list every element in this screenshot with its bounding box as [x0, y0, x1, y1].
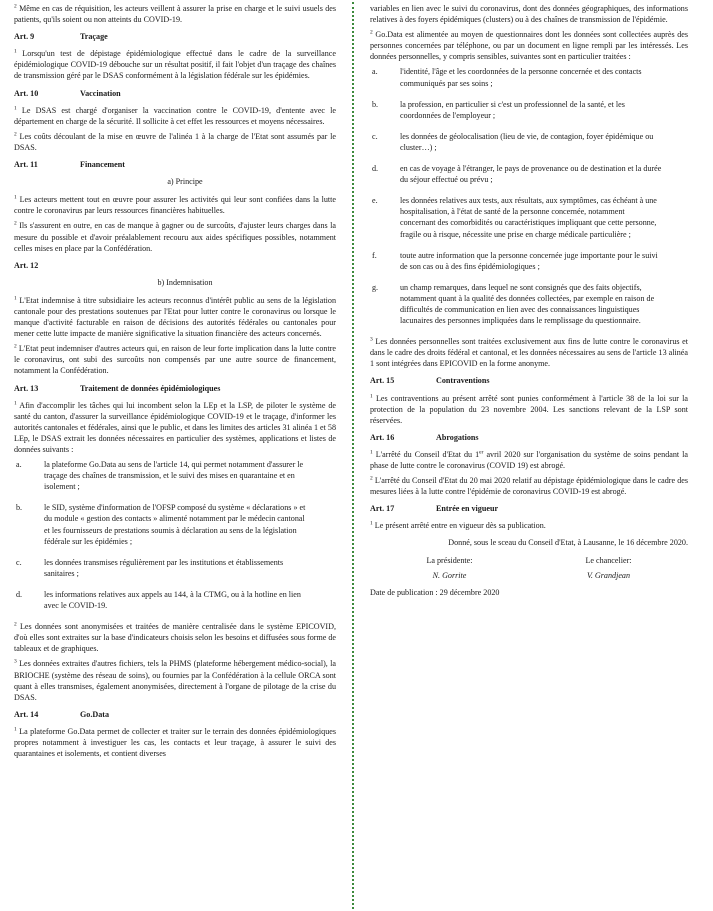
list-item: a. la plateforme Go.Data au sens de l'article 14, qui permet notamment d'assurer le traçage des chaînes de transmission, et le suivi des mises en quarantaine et en isolement ;: [16, 460, 304, 492]
paragraph: $^2$ Go.Data est alimentée au moyen de questionnaires dont les données sont collectées auprès des personnes concernées par téléphone, ou par un document en ligne rempli par les intéressés. Les données personnelles, y compris sensibles, suivantes sont en particulier traitées :: [370, 29, 688, 62]
paragraph: $^3$ Les données personnelles sont traitées exclusivement aux fins de lutte contre le coronavirus et dans le cadre des droits fédéral et cantonal, et les données nécessaires au sens de l'article 13 alinéa 1 sont intégrées dans EPICOVID en la forme anonyme.: [370, 336, 689, 369]
paragraph: $^2$ L'arrêté du Conseil d'Etat du 20 mai 2020 relatif au dépistage épidémiologique dans le cadre des mesures liées à la lutte contre l'épidémie de coronavirus COVID-19 est abrogé.: [370, 475, 688, 497]
paragraph: $^2$ Même en cas de réquisition, les acteurs veillent à assurer la prise en charge et le suivi usuels des patients, qu'ils soient ou non atteints du COVID-19.: [14, 3, 336, 25]
column-divider: [352, 2, 354, 909]
chancellor-name: V. Grandjean: [586, 570, 631, 580]
paragraph: variables en lien avec le suivi du coronavirus, dont des données géographiques, des informations relatives à des foyers épidémiques (clusters) ou à des chaînes de transmission de l'épidémie.: [370, 4, 688, 25]
list-item: d. en cas de voyage à l'étranger, le pays de provenance ou de destination et la durée du séjour effectué ou prévu ;: [372, 164, 662, 185]
subheading: a) Principe: [167, 177, 203, 187]
article-heading: Art. 16 Abrogations: [370, 432, 479, 442]
paragraph: $^1$ Les contraventions au présent arrêté sont punies conformément à l'article 38 de la loi sur la protection de la population du 23 novembre 2004. Les sanctions relevant de la LSP sont réservées.: [370, 392, 688, 425]
signer-labels: [370, 555, 688, 566]
list-item: d. les informations relatives aux appels au 144, à la CTMG, ou à la hotline en lien avec le COVID-19.: [16, 589, 301, 611]
chancellor-label: Le chancelier:: [585, 555, 632, 565]
paragraph: $^2$ L'Etat peut indemniser d'autres acteurs qui, en raison de leur forte implication dans la lutte contre le coronavirus, ont subi des surcoûts non compensés par une autre source de financement, notamment la Confédération.: [14, 343, 336, 376]
article-heading: Art. 12: [14, 260, 39, 270]
article-heading: Art. 13 Traitement de données épidémiologiques: [14, 383, 221, 393]
paragraph: $^2$ Ils s'assurent en outre, en cas de manque à gagner ou de surcoûts, d'ajuster leurs charges dans la mesure du possible et d'avoir préalablement recouru aux aides spécifiques possibles, notamment celles mises en place par la Confédération.: [14, 220, 336, 253]
list-item: c. les données transmises régulièrement par les institutions et établissements sanitaires ;: [16, 557, 284, 578]
signature-block: [370, 537, 688, 597]
article-heading: Art. 15 Contraventions: [370, 376, 490, 386]
list-item: f. toute autre information que la personne concernée juge importante pour le suivi de son cas ou à des fins épidémiologiques ;: [372, 250, 658, 271]
paragraph: $^2$ Les données sont anonymisées et traitées de manière centralisée dans le système EPICOVID, d'où elles sont extraites sur la base d'indicateurs choisis selon les besoins et diffusées sous forme de tableaux et de graphiques.: [14, 621, 336, 654]
given-line: Donné, sous le sceau du Conseil d'Etat, à Lausanne, le 16 décembre 2020.: [448, 538, 688, 548]
list-item: b. la profession, en particulier si c'est un professionnel de la santé, et les coordonnées de l'employeur ;: [372, 99, 625, 120]
list-item: a. l'identité, l'âge et les coordonnées de la personne concernée et des contacts communiqués par ses soins ;: [372, 67, 642, 88]
paragraph: $^2$ Les coûts découlant de la mise en œuvre de l'alinéa 1 à la charge de l'Etat sont assumés par le DSAS.: [14, 131, 336, 152]
paragraph: $^1$ La plateforme Go.Data permet de collecter et traiter sur le terrain des données épidémiologiques propres notamment à investiguer les cas, les contacts et leur traçage, à assurer le suivi des quarantaines et isolements, et contient diverses: [14, 726, 336, 759]
list-item: b. le SID, système d'information de l'OFSP composé du système « déclarations » et du module « gestion des contacts » alimenté notamment par le médecin cantonal et les fournisseurs de prestations soumis à déclaration au sens de la législation fédérale sur les épidémies ;: [16, 503, 306, 546]
paragraph: $^1$ Afin d'accomplir les tâches qui lui incombent selon la LEp et la LSP, de piloter le système de santé du canton, d'assurer la surveillance épidémiologique COVID-19 et le traçage, d'informer les autorités cantonales et fédérales, ainsi que le public, et dans les limites des articles 31 alinéa 1 et 58 LEp, le DSAS extrait les données nécessaires en particulier des systèmes, applications et listes de données suivants :: [14, 399, 337, 454]
publication-date: Date de publication : 29 décembre 2020: [370, 587, 500, 597]
paragraph: $^3$ Les données extraites d'autres fichiers, tels la PHMS (plateforme hébergement médico-social), la BRIOCHE (système des réseau de soins), ou fournies par la Confédération à la cellule ORCA sont quant à elles transmises, également anonymisées, directement à l'organe de pilotage de la crise du DSAS.: [14, 658, 336, 702]
subheading: b) Indemnisation: [157, 277, 213, 287]
paragraph: $^1$ L'arrêté du Conseil d'Etat du 1er avril 2020 sur l'organisation du système de soins pendant la phase de lutte contre le coronavirus (COVID 19) est abrogé.: [370, 449, 688, 470]
list-item: c. les données de géolocalisation (lieu de vie, de contagion, foyer épidémique ou cluster…) ;: [372, 131, 654, 152]
article-heading: Art. 11 Financement: [14, 160, 125, 170]
article-heading: Art. 17 Entrée en vigueur: [370, 504, 499, 514]
article-heading: Art. 9 Traçage: [14, 32, 108, 42]
paragraph: $^1$ Lorsqu'un test de dépistage épidémiologique effectué dans le cadre de la surveillance épidémiologique COVID-19 débouche sur un résultat positif, il fait l'objet d'un traçage des chaînes de transmission géré par le DSAS conformément à la législation fédérale sur les épidémies.: [14, 48, 336, 81]
paragraph: $^1$ Le présent arrêté entre en vigueur dès sa publication.: [370, 520, 546, 531]
right-column: [370, 3, 688, 598]
president-label: La présidente:: [426, 555, 473, 565]
left-column: [14, 3, 336, 763]
article-heading: Art. 14 Go.Data: [14, 709, 109, 719]
paragraph: $^1$ L'Etat indemnise à titre subsidiaire les acteurs reconnus d'intérêt public au sens de la législation cantonale pour des prestations soutenues par l'Etat pour lutter contre le coronavirus ou lorsque le manque d'activité facturable en raison de décisions des autorités fédérales ou cantonales pour mener cette lutte impacte de manière significative la situation financière des acteurs concernés.: [14, 295, 336, 339]
list-item: g. un champ remarques, dans lequel ne sont consignés que des faits objectifs, notamment quant à la qualité des données collectées, par exemple en raison de difficultés de communication en lien avec des connaissances linguistiques lacunaires des personnes impliquées dans le remplissage du questionnaire.: [372, 282, 655, 326]
signer-names: [370, 570, 688, 581]
president-name: N. Gorrite: [432, 570, 467, 580]
article-heading: Art. 10 Vaccination: [14, 88, 121, 98]
paragraph: $^1$ Les acteurs mettent tout en œuvre pour assurer les activités qui leur sont confiées dans la lutte contre le coronavirus par leurs ressources financières habituelles.: [14, 194, 336, 216]
list-item: e. les données relatives aux tests, aux résultats, aux symptômes, cas échéant à une hospitalisation, à l'état de santé de la personne concernée, notamment concernant des comorbidités ou caractéristiques impliquant que cette personne, fragile ou à risque, nécessite une prise en charge médicale particulière ;: [372, 196, 657, 239]
paragraph: $^1$ Le DSAS est chargé d'organiser la vaccination contre le COVID-19, d'entente avec le département en charge de la sécurité. Il sollicite à cet effet les ressources et moyens nécessaires.: [14, 104, 336, 126]
